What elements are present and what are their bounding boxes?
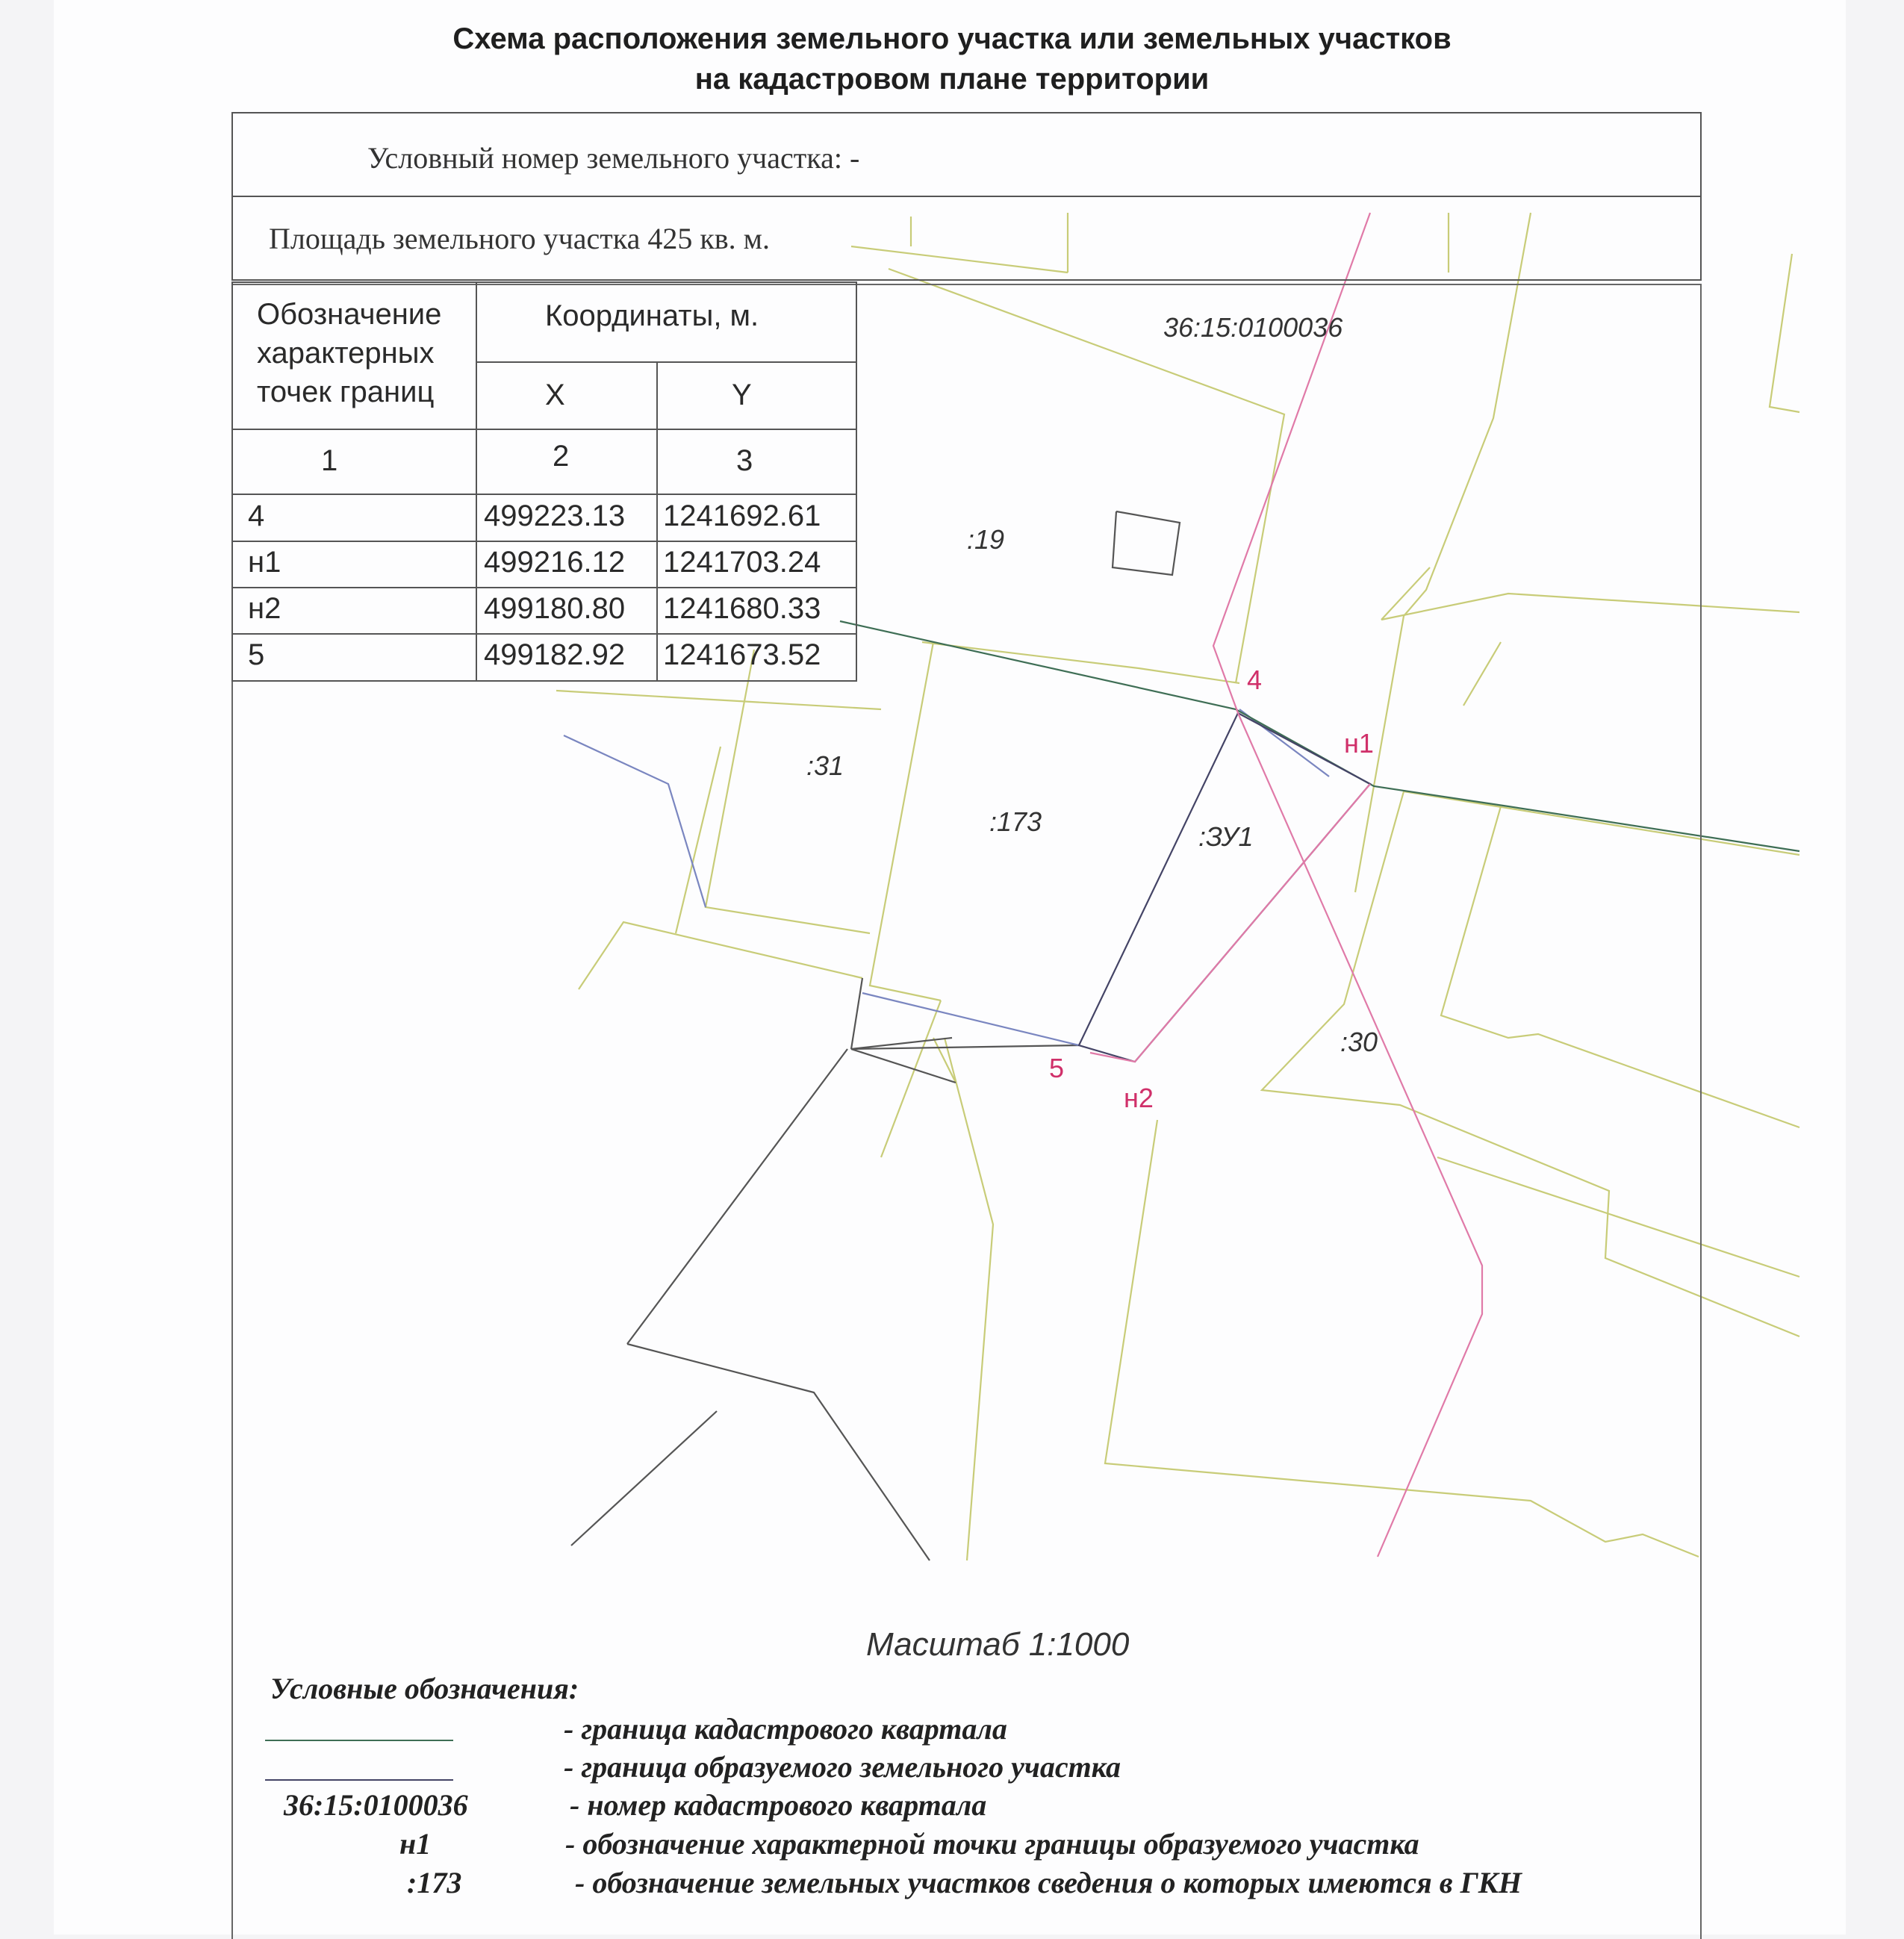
table-row-y: 1241703.24: [663, 546, 821, 579]
document-title-line1: Схема расположения земельного участка или земельных участков: [452, 22, 1452, 55]
table-row-point: 4: [248, 499, 265, 532]
legend-item-point: - обозначение характерной точки границы образуемого участка: [565, 1827, 1419, 1861]
parcel-label-173: :173: [989, 806, 1042, 837]
table-row-x: 499223.13: [484, 499, 626, 532]
table-header-coords: Координаты, м.: [545, 299, 759, 332]
point-label-5: 5: [1049, 1053, 1065, 1083]
quarter-number-label: 36:15:0100036: [1163, 312, 1343, 343]
area-box: [231, 196, 1702, 281]
point-label-n2: н2: [1124, 1083, 1154, 1113]
parcel-number-label: Условный номер земельного участка: -: [367, 141, 860, 175]
legend-item-formed-boundary: - граница образуемого земельного участка: [564, 1750, 1121, 1784]
table-row-x: 499180.80: [484, 592, 626, 625]
parcel-label-19: :19: [967, 524, 1005, 555]
coordinates-table: [231, 281, 857, 682]
table-col-number-3: 3: [736, 444, 753, 477]
parcel-label-30: :30: [1340, 1027, 1378, 1057]
point-label-4: 4: [1247, 665, 1263, 695]
table-row-x: 499182.92: [484, 638, 626, 671]
table-row-point: 5: [248, 638, 265, 671]
parcel-label-31: :31: [806, 750, 844, 781]
table-header-y: Y: [732, 379, 752, 411]
legend-item-quarter-boundary: - граница кадастрового квартала: [564, 1712, 1007, 1746]
table-row-y: 1241692.61: [663, 499, 821, 532]
legend-title: Условные обозначения:: [270, 1672, 579, 1705]
table-row-point: н2: [248, 592, 281, 625]
area-label: Площадь земельного участка 425 кв. м.: [269, 222, 770, 255]
table-row-y: 1241673.52: [663, 638, 821, 671]
legend-symbol-parcel: :173: [407, 1866, 462, 1899]
legend-symbol-quarter-number: 36:15:0100036: [284, 1788, 468, 1822]
legend-quarter-line-symbol: [265, 1740, 453, 1741]
parcel-number-box: [231, 112, 1702, 197]
legend-formed-line-symbol: [265, 1779, 453, 1781]
table-header-x: X: [545, 379, 565, 411]
parcel-label-zu1: :ЗУ1: [1198, 821, 1254, 852]
legend-item-parcel: - обозначение земельных участков сведения о которых имеются в ГКН: [575, 1866, 1522, 1899]
table-row-point: н1: [248, 546, 281, 579]
table-row-x: 499216.12: [484, 546, 626, 579]
table-col-number-1: 1: [321, 444, 338, 477]
legend-symbol-point: н1: [399, 1827, 432, 1861]
document-title-line2: на кадастровом плане территории: [694, 63, 1210, 96]
table-row-y: 1241680.33: [663, 592, 821, 625]
table-header-points: Обозначение характерных точек границ: [257, 298, 442, 408]
table-col-number-2: 2: [553, 440, 570, 473]
map-scale: Масштаб 1:1000: [866, 1626, 1130, 1663]
point-label-n1: н1: [1344, 728, 1374, 759]
legend-item-quarter-number: - номер кадастрового квартала: [570, 1788, 987, 1822]
